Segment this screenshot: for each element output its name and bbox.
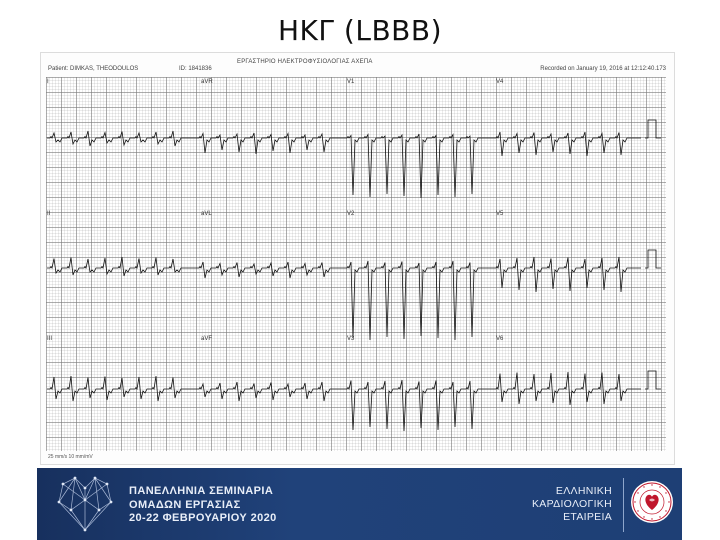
ecg-trace-avl [196, 262, 344, 278]
ecg-trace-v4 [493, 132, 641, 156]
society-name-line2: ΚΑΡΔΙΟΛΟΓΙΚΗ [532, 498, 612, 510]
footer-divider [623, 478, 624, 532]
calibration-pulse [645, 120, 661, 138]
calibration-pulse [645, 250, 661, 268]
lead-label-i: I [47, 79, 49, 85]
ecg-trace-v3 [344, 380, 493, 431]
lead-label-avf: aVF [201, 336, 213, 342]
seminar-dates: 20-22 ΦΕΒΡΟΥΑΡΙΟΥ 2020 [129, 512, 277, 524]
lead-label-avl: aVL [201, 211, 212, 217]
seminar-title-line2: ΟΜΑΔΩΝ ΕΡΓΑΣΙΑΣ [129, 498, 241, 511]
society-name-line3: ΕΤΑΙΡΕΙΑ [563, 511, 612, 523]
ecg-trace-v1 [344, 134, 493, 198]
ecg-trace-i [47, 131, 196, 146]
lab-name: ΕΡΓΑΣΤΗΡΙΟ ΗΛΕΚΤΡΟΦΥΣΙΟΛΟΓΙΑΣ ΑΧΕΠΑ [237, 59, 373, 65]
lead-label-ii: II [47, 211, 51, 217]
seminar-info [129, 485, 277, 526]
lead-label-v4: V4 [496, 79, 504, 85]
footer-banner [37, 468, 682, 540]
recorded-timestamp: Recorded on January 19, 2016 at 12:12:40.173 [540, 66, 666, 72]
ecg-trace-ii [47, 257, 196, 276]
heart-network-logo [49, 470, 121, 536]
lead-label-avr: aVR [201, 79, 213, 85]
lead-label-iii: III [47, 336, 53, 342]
calibration-pulse [645, 371, 661, 389]
ecg-trace-iii [47, 376, 196, 401]
slide-title: ΗΚΓ (LBBB) [278, 14, 442, 47]
lead-label-v5: V5 [496, 211, 504, 217]
seminar-title-line1: ΠΑΝΕΛΛΗΝΙΑ ΣΕΜΙΝΑΡΙΑ [129, 485, 274, 497]
ecg-trace-v6 [493, 372, 641, 405]
society-name-line1: ΕΛΛΗΝΙΚΗ [555, 485, 612, 497]
ecg-trace-avr [196, 133, 344, 154]
lead-label-v3: V3 [347, 336, 355, 342]
society-seal-icon [630, 480, 674, 524]
lead-label-v2: V2 [347, 211, 355, 217]
ecg-trace-v5 [493, 257, 641, 292]
ecg-trace-avf [196, 382, 344, 401]
society-name [532, 485, 612, 524]
ecg-sheet [40, 52, 675, 465]
lead-label-v6: V6 [496, 336, 504, 342]
lead-label-v1: V1 [347, 79, 355, 85]
calibration-label: 25 mm/s 10 mm/mV [48, 454, 93, 460]
patient-name: Patient: DIMKAS, THEODOULOS [48, 66, 139, 72]
ecg-trace-v2 [344, 261, 493, 340]
ecg-traces [41, 53, 674, 464]
patient-id: ID: 1841836 [179, 66, 212, 72]
